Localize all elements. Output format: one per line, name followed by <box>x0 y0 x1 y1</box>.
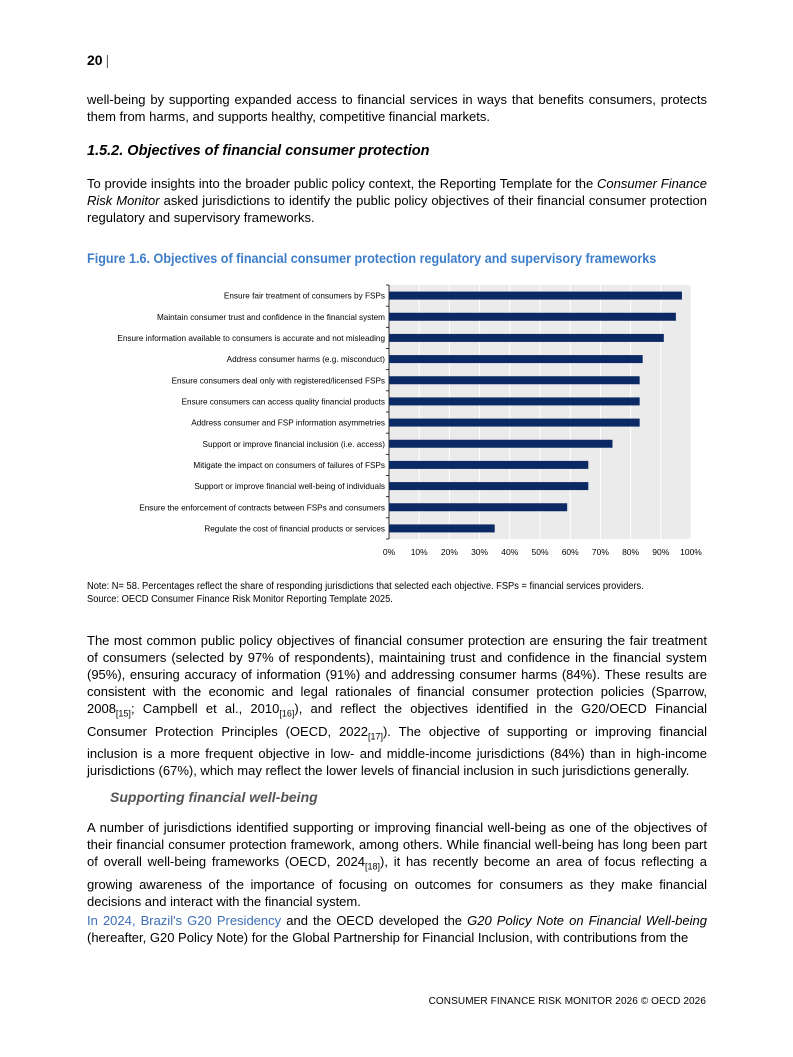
category-label: Regulate the cost of financial products or services <box>204 524 385 534</box>
x-tick-label: 30% <box>471 547 489 557</box>
category-label: Support or improve financial inclusion (i.e. access) <box>202 439 385 449</box>
citation-link[interactable]: [16] <box>279 708 295 719</box>
citation-link[interactable]: [17] <box>367 731 383 742</box>
x-tick-label: 60% <box>561 547 579 557</box>
x-tick-label: 70% <box>591 547 609 557</box>
section-paragraph: To provide insights into the broader public policy context, the Reporting Template for the Consumer Finance Risk Monitor asked jurisdictions to identify the public policy objectives of their financial consumer protection regulatory and supervisory frameworks. <box>87 176 708 225</box>
citation-link[interactable]: [15] <box>115 708 131 719</box>
bar <box>389 313 676 321</box>
bar <box>389 503 567 511</box>
x-tick-label: 80% <box>622 547 640 557</box>
category-label: Address consumer harms (e.g. misconduct) <box>226 355 385 365</box>
bar <box>389 482 588 490</box>
category-label: Mitigate the impact on consumers of failures of FSPs <box>193 460 385 470</box>
category-label: Maintain consumer trust and confidence in the financial system <box>156 312 385 322</box>
bar <box>389 419 640 427</box>
bar <box>389 376 640 384</box>
last-paragraph: In 2024, Brazil's G20 Presidency and the OECD developed the G20 Policy Note on Financial Well-being (hereafter, G20 Policy Note) for the Global Partnership for Financial Inclusion, with contributions from the <box>87 913 707 945</box>
bar <box>389 355 643 363</box>
x-tick-label: 10% <box>410 547 428 557</box>
category-label: Ensure fair treatment of consumers by FSPs <box>223 291 385 301</box>
figure-title: Figure 1.6. Objectives of financial consumer protection regulatory and supervisory frameworks <box>87 250 657 266</box>
category-label: Ensure consumers deal only with registered/licensed FSPs <box>171 376 385 386</box>
bar <box>389 440 612 448</box>
subheading: Supporting financial well-being <box>110 789 318 805</box>
page-number: 20 | <box>87 52 110 68</box>
bar-chart <box>87 282 707 572</box>
bar <box>389 524 495 532</box>
presidency-link[interactable]: In 2024, Brazil's G20 Presidency <box>87 913 282 928</box>
section-heading: 1.5.2. Objectives of financial consumer protection <box>87 143 430 159</box>
x-tick-label: 90% <box>652 547 670 557</box>
figure-note <box>87 580 664 606</box>
category-label: Ensure information available to consumers is accurate and not misleading <box>117 333 385 343</box>
bar <box>389 461 588 469</box>
category-label: Address consumer and FSP information asymmetries <box>191 418 385 428</box>
bar <box>389 334 664 342</box>
bar <box>389 397 640 405</box>
source-line: Source: OECD Consumer Finance Risk Monitor Reporting Template 2025. <box>87 594 393 605</box>
bar <box>389 292 682 300</box>
intro-paragraph: well-being by supporting expanded access to financial services in ways that benefits consumers, protects them from harms, and supports healthy, competitive financial markets. <box>87 92 707 124</box>
x-tick-label: 50% <box>531 547 549 557</box>
category-label: Ensure the enforcement of contracts between FSPs and consumers <box>139 503 385 513</box>
category-label: Ensure consumers can access quality financial products <box>181 397 385 407</box>
x-tick-label: 100% <box>680 547 702 557</box>
category-label: Support or improve financial well-being of individuals <box>194 482 385 492</box>
x-tick-label: 20% <box>440 547 458 557</box>
x-tick-label: 40% <box>501 547 519 557</box>
note-line: Note: N= 58. Percentages reflect the share of responding jurisdictions that selected each objective. FSPs = financial services providers. <box>87 581 644 592</box>
body-paragraph: The most common public policy objectives of financial consumer protection are ensuring the fair treatment of consumers (selected by 97% of respondents), maintaining trust and confidence in the financial system (95%), ensuring accuracy of information (91%) and addressing consumer harms (84%). These results are consistent with the economic and legal rationales of financial consumer protection policies (Sparrow, $2008_{[15]}$; Campbell et al., $2010_{[16]}$), and reflect the objectives identified in the G20/OECD Financial Consumer Protection Principles (OECD, $2022_{[17]}$). The objective of supporting or improving financial inclusion is a more frequent objective in low- and middle-income jurisdictions (84%) than in high-income jurisdictions (67%), which may reflect the lower levels of financial inclusion in such jurisdictions generally. <box>87 633 707 779</box>
page-footer: CONSUMER FINANCE RISK MONITOR 2026 © OECD 2026 <box>428 996 706 1007</box>
wellbeing-paragraph: A number of jurisdictions identified supporting or improving financial well-being as one of the objectives of their financial consumer protection framework, among others. While financial well-being has long been part of overall well-being frameworks (OECD, $2024_{[18]}$), it has recently become an area of focus reflecting a growing awareness of the importance of focusing on outcomes for consumers as they make financial decisions and interact with the financial system. <box>87 820 707 909</box>
citation-link[interactable]: [18] <box>365 861 381 872</box>
x-tick-label: 0% <box>382 547 396 557</box>
